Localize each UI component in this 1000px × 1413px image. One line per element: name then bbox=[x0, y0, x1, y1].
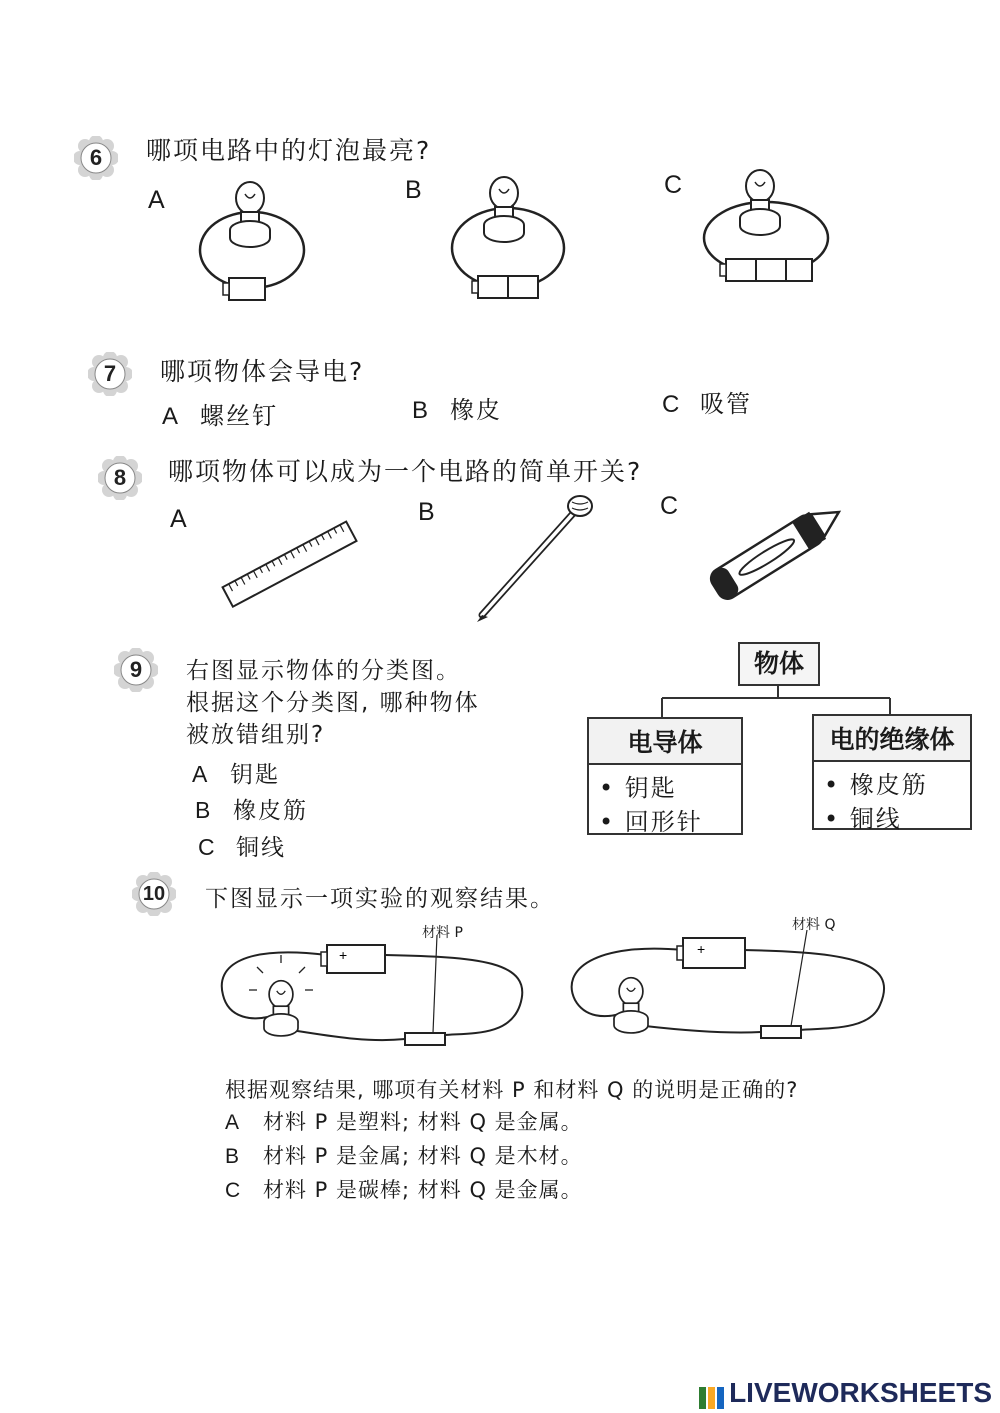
material-q-sample bbox=[761, 1026, 801, 1038]
question-number-8: 8 bbox=[98, 456, 142, 500]
battery-icon bbox=[677, 938, 745, 968]
q10-option-b[interactable]: B 材料 P 是金属; 材料 Q 是木材。 bbox=[225, 1144, 583, 1168]
nail-icon bbox=[468, 490, 598, 630]
crayon-icon bbox=[700, 488, 860, 613]
question-10-intro: 下图显示一项实验的观察结果。 bbox=[205, 886, 555, 912]
q7-option-c[interactable]: C 吸管 bbox=[662, 390, 752, 418]
q10-option-a[interactable]: A 材料 P 是塑料; 材料 Q 是金属。 bbox=[225, 1110, 583, 1134]
question-6-text: 哪项电路中的灯泡最亮? bbox=[146, 136, 432, 165]
liveworksheets-logo: LIVEWORKSHEETS bbox=[699, 1377, 992, 1407]
conductor-group-box bbox=[587, 717, 743, 835]
experiment-circuit-lit bbox=[215, 935, 535, 1060]
question-7-text: 哪项物体会导电? bbox=[160, 357, 365, 386]
q6-circuit-c-illustration bbox=[698, 168, 838, 298]
svg-text:+: + bbox=[339, 947, 348, 963]
q6-option-a-label[interactable]: A bbox=[148, 186, 165, 214]
q9-option-a[interactable]: A 钥匙 bbox=[192, 761, 280, 788]
q6-option-c-label[interactable]: C bbox=[664, 171, 683, 199]
battery-icon bbox=[223, 278, 265, 300]
question-number-7: 7 bbox=[88, 352, 132, 396]
battery-icon bbox=[472, 276, 538, 298]
question-number-6: 6 bbox=[74, 136, 118, 180]
q9-option-c[interactable]: C 铜线 bbox=[198, 834, 286, 861]
conductor-item: • 回形针 bbox=[599, 805, 741, 839]
classification-root-box: 物体 bbox=[738, 642, 820, 686]
q7-option-b[interactable]: B 橡皮 bbox=[412, 396, 502, 424]
q6-circuit-b-illustration bbox=[446, 170, 576, 310]
question-8-text: 哪项物体可以成为一个电路的简单开关? bbox=[168, 457, 643, 486]
insulator-item: • 铜线 bbox=[824, 802, 970, 836]
q8-option-b-label[interactable]: B bbox=[418, 498, 435, 526]
question-number-9: 9 bbox=[114, 648, 158, 692]
battery-icon bbox=[321, 945, 385, 973]
q8-option-c-label[interactable]: C bbox=[660, 492, 679, 520]
svg-text:+: + bbox=[697, 941, 706, 957]
insulator-group-box bbox=[812, 714, 972, 833]
insulator-item: • 橡皮筋 bbox=[824, 768, 970, 802]
ruler-icon bbox=[215, 515, 365, 615]
q10-option-c[interactable]: C 材料 P 是碳棒; 材料 Q 是金属。 bbox=[225, 1178, 583, 1202]
question-9-line-3: 被放错组别? bbox=[186, 722, 326, 748]
q7-option-a[interactable]: A 螺丝钉 bbox=[162, 402, 278, 430]
q9-option-b[interactable]: B 橡皮筋 bbox=[195, 797, 308, 824]
q6-option-b-label[interactable]: B bbox=[405, 176, 422, 204]
question-9-line-1: 右图显示物体的分类图。 bbox=[186, 658, 461, 684]
material-p-label: 材料 P bbox=[422, 925, 463, 941]
experiment-circuit-unlit bbox=[565, 930, 895, 1055]
material-q-label: 材料 Q bbox=[792, 917, 836, 933]
material-p-sample bbox=[405, 1033, 445, 1045]
liveworksheets-logo-icon bbox=[699, 1385, 725, 1411]
question-9-line-2: 根据这个分类图, 哪种物体 bbox=[186, 690, 480, 716]
battery-icon bbox=[720, 259, 812, 281]
insulator-group-title: 电的绝缘体 bbox=[814, 716, 970, 762]
q8-option-a-label[interactable]: A bbox=[170, 505, 187, 533]
conductor-item: • 钥匙 bbox=[599, 771, 741, 805]
q6-circuit-a-illustration bbox=[195, 175, 315, 315]
question-number-10: 10 bbox=[132, 872, 176, 916]
conductor-group-title: 电导体 bbox=[589, 719, 741, 765]
question-10-text: 根据观察结果, 哪项有关材料 P 和材料 Q 的说明是正确的? bbox=[225, 1078, 799, 1102]
